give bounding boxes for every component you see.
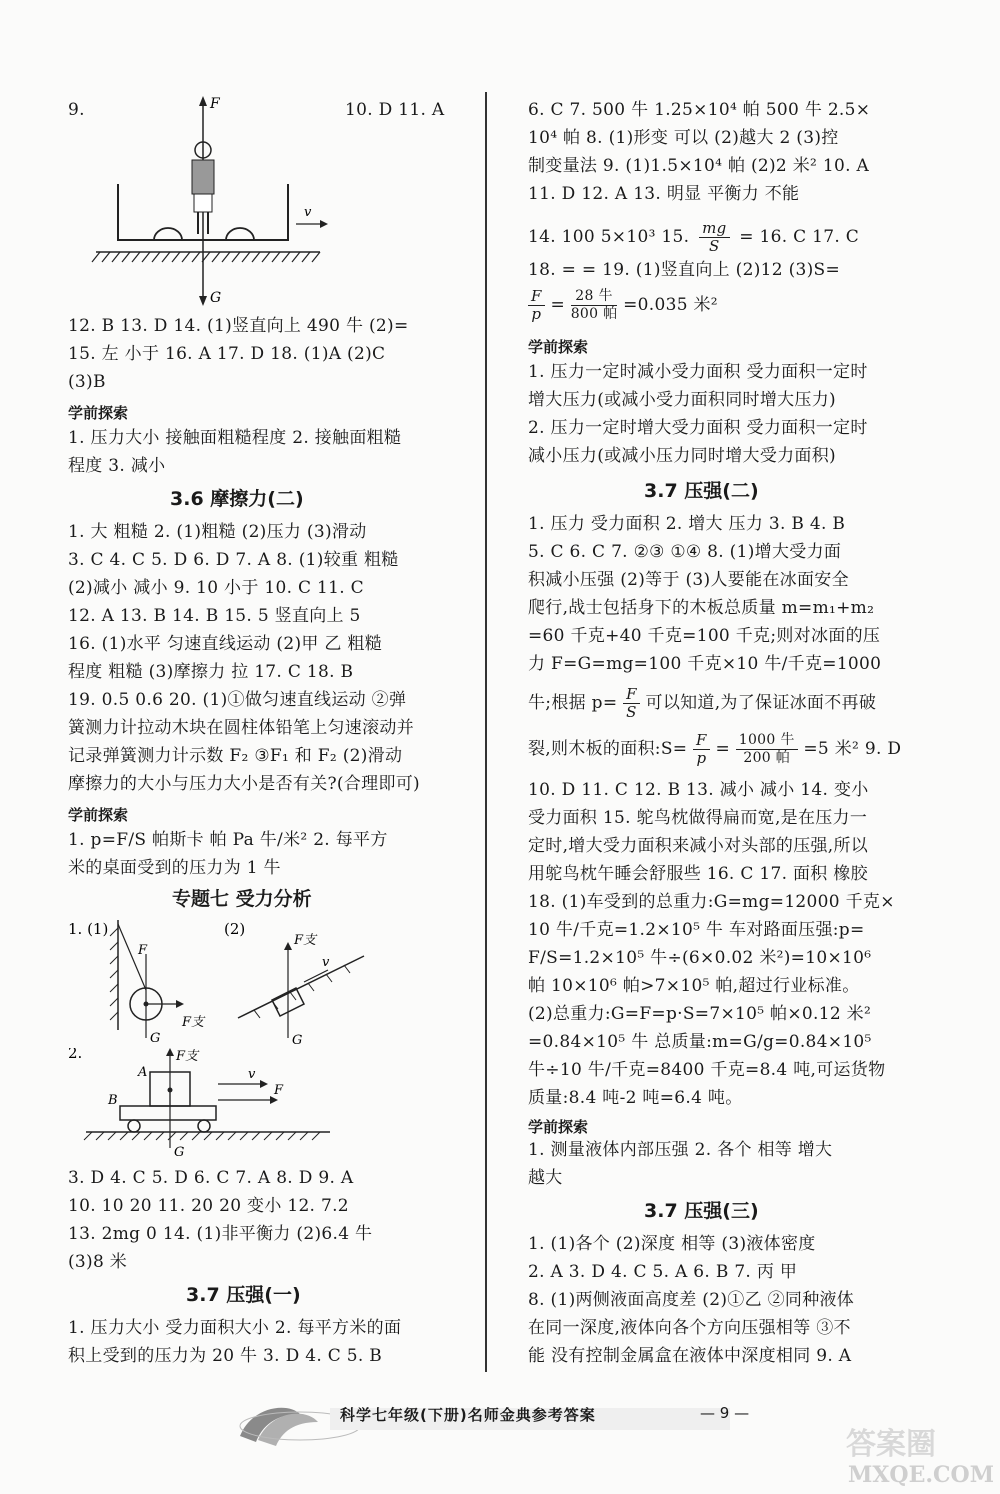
force-F-label: F xyxy=(138,943,148,958)
answer-line: 记录弹簧测力计示数 F₂ ③F₁ 和 F₂ (2)滑动 xyxy=(68,746,403,766)
answer-line: 10. D 11. C 12. B 13. 减小 减小 14. 变小 xyxy=(528,780,869,800)
fraction-denominator: p xyxy=(696,749,707,767)
block-A-label: A xyxy=(138,1065,148,1080)
answer-line: (3)B xyxy=(68,372,106,392)
answer-line: 13. 2mg 0 14. (1)非平衡力 (2)6.4 牛 xyxy=(68,1224,373,1244)
answer-line: 受力面积 15. 鸵鸟枕做得扁而宽,是在压力一 xyxy=(528,808,868,828)
fraction-denominator: p xyxy=(531,305,542,323)
answer-line: 牛÷10 牛/千克=8400 千克=8.4 吨,可运货物 xyxy=(528,1060,886,1080)
fraction xyxy=(736,732,798,767)
answer-line: 1. p=F/S 帕斯卡 帕 Pa 牛/米² 2. 每平方 xyxy=(68,830,388,850)
q14-rest: = 16. C 17. C xyxy=(739,227,860,247)
answer-line: 减小压力(或减小压力同时增大受力面积) xyxy=(528,446,836,466)
answer-line: 18. (1)车受到的总重力:G=mg=12000 千克× xyxy=(528,892,895,912)
figure-cart-person xyxy=(88,92,348,312)
result: =5 米² 9. D xyxy=(803,739,902,759)
heading-topic-7: 专题七 受力分析 xyxy=(172,888,312,910)
q10-11: 10. D 11. A xyxy=(345,100,445,120)
heading-3-6: 3.6 摩擦力(二) xyxy=(170,488,304,510)
answer-line: 能 没有控制金属盒在液体中深度相同 9. A xyxy=(528,1346,852,1366)
answer-line: 程度 3. 减小 xyxy=(68,456,166,476)
answer-line: 爬行,战士包括身下的木板总质量 m=m₁+m₂ xyxy=(528,598,875,618)
answer-line: F/S=1.2×10⁵ 牛÷(6×0.02 米²)=10×10⁶ xyxy=(528,948,872,968)
answer-line: 12. A 13. B 14. B 15. 5 竖直向上 5 xyxy=(68,606,361,626)
fig-q1-label: 1. (1) xyxy=(68,920,109,938)
answer-line: 12. B 13. D 14. (1)竖直向上 490 牛 (2)= xyxy=(68,316,409,336)
answer-line: 5. C 6. C 7. ②③ ①④ 8. (1)增大受力面 xyxy=(528,542,842,562)
fraction xyxy=(623,686,640,721)
fraction-numerator: F xyxy=(693,732,710,750)
answer-line: (2)减小 减小 9. 10 小于 10. C 11. C xyxy=(68,578,364,598)
answer-line: 簧测力计拉动木块在圆柱体铅笔上匀速滚动并 xyxy=(68,718,414,738)
fig-q2-label: 2. xyxy=(68,1048,83,1062)
answer-line: 米的桌面受到的压力为 1 牛 xyxy=(68,858,281,878)
force-G-label-2: G xyxy=(292,1033,303,1044)
fraction xyxy=(571,288,618,323)
fraction xyxy=(693,732,710,767)
equals: = xyxy=(715,739,731,759)
q8-text-2: 裂,则木板的面积:S= xyxy=(528,739,688,759)
force-Fzhi-label: F支 xyxy=(176,1049,199,1064)
answer-line: 1. 压力大小 接触面粗糙程度 2. 接触面粗糙 xyxy=(68,428,402,448)
q8-text: 牛;根据 p= xyxy=(528,693,618,713)
answer-line: 10. 10 20 11. 20 20 变小 12. 7.2 xyxy=(68,1196,349,1216)
fraction xyxy=(699,220,729,255)
page-number: — 9 — xyxy=(700,1404,750,1422)
answer-line: 积上受到的压力为 20 牛 3. D 4. C 5. B xyxy=(68,1346,383,1366)
fraction-denominator: S xyxy=(708,237,720,255)
velocity-label: v xyxy=(304,205,312,220)
answer-line: 15. 左 小于 16. A 17. D 18. (1)A (2)C xyxy=(68,344,386,364)
fraction-numerator: F xyxy=(528,288,545,306)
q9-label: 9. xyxy=(68,100,85,120)
column-divider xyxy=(485,92,487,1372)
answer-line: 1. 测量液体内部压强 2. 各个 相等 增大 xyxy=(528,1140,833,1160)
watermark-text: 答案圈 xyxy=(846,1427,936,1462)
answer-line: 2. 压力一定时增大受力面积 受力面积一定时 xyxy=(528,418,868,438)
answer-line: 1. 压力一定时减小受力面积 受力面积一定时 xyxy=(528,362,868,382)
fraction xyxy=(528,288,545,323)
velocity-label: v xyxy=(248,1067,256,1082)
answer-line: 2. A 3. D 4. C 5. A 6. B 7. 丙 甲 xyxy=(528,1262,798,1282)
answer-line-q14 xyxy=(528,220,859,255)
footer-title: 科学七年级(下册)名师金典参考答案 xyxy=(340,1406,596,1424)
answer-line: 10 牛/千克=1.2×10⁵ 牛 车对路面压强:p= xyxy=(528,920,865,940)
force-G-label: G xyxy=(210,290,222,306)
answer-line: 增大压力(或减小受力面积同时增大压力) xyxy=(528,390,836,410)
section-title: 学前探索 xyxy=(528,1118,589,1136)
force-G-label: G xyxy=(174,1145,185,1158)
answer-line: =0.84×10⁵ 牛 总质量:m=G/g=0.84×10⁵ xyxy=(528,1032,872,1052)
force-Fzhi-label: F支 xyxy=(182,1015,205,1030)
answer-line: 3. D 4. C 5. D 6. C 7. A 8. D 9. A xyxy=(68,1168,354,1188)
fraction-denominator: S xyxy=(626,703,637,721)
q8-rest: 可以知道,为了保证冰面不再破 xyxy=(645,693,877,713)
heading-3-7-a: 3.7 压强(一) xyxy=(186,1284,301,1306)
section-title: 学前探索 xyxy=(68,806,129,824)
equals: = xyxy=(550,295,565,315)
answer-line: 积减小压强 (2)等于 (3)人要能在冰面安全 xyxy=(528,570,849,590)
fraction-numerator: 28 牛 xyxy=(571,288,618,306)
answer-line: 1. (1)各个 (2)深度 相等 (3)液体密度 xyxy=(528,1234,816,1254)
fraction-numerator: 1000 牛 xyxy=(736,732,798,750)
section-title: 学前探索 xyxy=(68,404,129,422)
answer-line: 16. (1)水平 匀速直线运动 (2)甲 乙 粗糙 xyxy=(68,634,383,654)
answer-line: 3. C 4. C 5. D 6. D 7. A 8. (1)较重 粗糙 xyxy=(68,550,399,570)
force-Fzhi-label-2: F支 xyxy=(294,933,317,948)
answer-line-q8b xyxy=(528,732,901,767)
force-F-label: F xyxy=(210,96,220,112)
velocity-label: v xyxy=(322,955,330,970)
watermark-url: MXQE.COM xyxy=(848,1462,993,1488)
answer-line: 8. (1)两侧液面高度差 (2)①乙 ②同种液体 xyxy=(528,1290,855,1310)
answer-line: 1. 压力 受力面积 2. 增大 压力 3. B 4. B xyxy=(528,514,846,534)
watermark-logo xyxy=(838,1418,993,1490)
cart-B-label: B xyxy=(108,1093,118,1108)
answer-line: 11. D 12. A 13. 明显 平衡力 不能 xyxy=(528,184,800,204)
heading-3-7-c: 3.7 压强(三) xyxy=(644,1200,759,1222)
answer-line: =60 千克+40 千克=100 千克;则对冰面的压 xyxy=(528,626,881,646)
figure-force-analysis-1 xyxy=(68,914,428,1044)
result: =0.035 米² xyxy=(623,295,718,315)
answer-line-q19 xyxy=(528,288,718,323)
answer-line: 定时,增大受力面积来减小对头部的压强,所以 xyxy=(528,836,869,856)
answer-line: 制变量法 9. (1)1.5×10⁴ 帕 (2)2 米² 10. A xyxy=(528,156,870,176)
answer-line: (2)总重力:G=F=p·S=7×10⁵ 帕×0.12 米² xyxy=(528,1004,872,1024)
fraction-denominator: 200 帕 xyxy=(743,750,791,766)
q14-text: 14. 100 5×10³ 15. xyxy=(528,227,690,247)
force-F-label: F xyxy=(274,1083,284,1098)
answer-line: 1. 压力大小 受力面积大小 2. 每平方米的面 xyxy=(68,1318,402,1338)
force-G-label: G xyxy=(150,1031,161,1044)
answer-line: (3)8 米 xyxy=(68,1252,128,1272)
section-title: 学前探索 xyxy=(528,338,589,356)
answer-line: 19. 0.5 0.6 20. (1)①做匀速直线运动 ②弹 xyxy=(68,690,407,710)
fig-q1b-label: (2) xyxy=(224,920,246,938)
answer-line: 帕 10×10⁶ 帕>7×10⁵ 帕,超过行业标准。 xyxy=(528,976,860,996)
fraction-denominator: 800 帕 xyxy=(570,306,618,322)
heading-3-7-b: 3.7 压强(二) xyxy=(644,480,759,502)
figure-force-analysis-2 xyxy=(68,1048,428,1158)
answer-line: 质量:8.4 吨-2 吨=6.4 吨。 xyxy=(528,1088,743,1108)
answer-line: 程度 粗糙 (3)摩擦力 拉 17. C 18. B xyxy=(68,662,354,682)
answer-line: 1. 大 粗糙 2. (1)粗糙 (2)压力 (3)滑动 xyxy=(68,522,367,542)
answer-line: 10⁴ 帕 8. (1)形变 可以 (2)越大 2 (3)控 xyxy=(528,128,839,148)
answer-line: 18. = = 19. (1)竖直向上 (2)12 (3)S= xyxy=(528,260,841,280)
answer-line: 用鸵鸟枕午睡会舒服些 16. C 17. 面积 橡胶 xyxy=(528,864,868,884)
fraction-numerator: F xyxy=(623,686,640,704)
answer-line: 越大 xyxy=(528,1168,563,1188)
answer-line: 在同一深度,液体向各个方向压强相等 ③不 xyxy=(528,1318,851,1338)
answer-line: 力 F=G=mg=100 千克×10 牛/千克=1000 xyxy=(528,654,882,674)
answer-line-q8 xyxy=(528,686,876,721)
fraction-numerator: mg xyxy=(699,220,729,238)
answer-line: 6. C 7. 500 牛 1.25×10⁴ 帕 500 牛 2.5× xyxy=(528,100,871,120)
answer-line: 摩擦力的大小与压力大小是否有关?(合理即可) xyxy=(68,774,420,794)
